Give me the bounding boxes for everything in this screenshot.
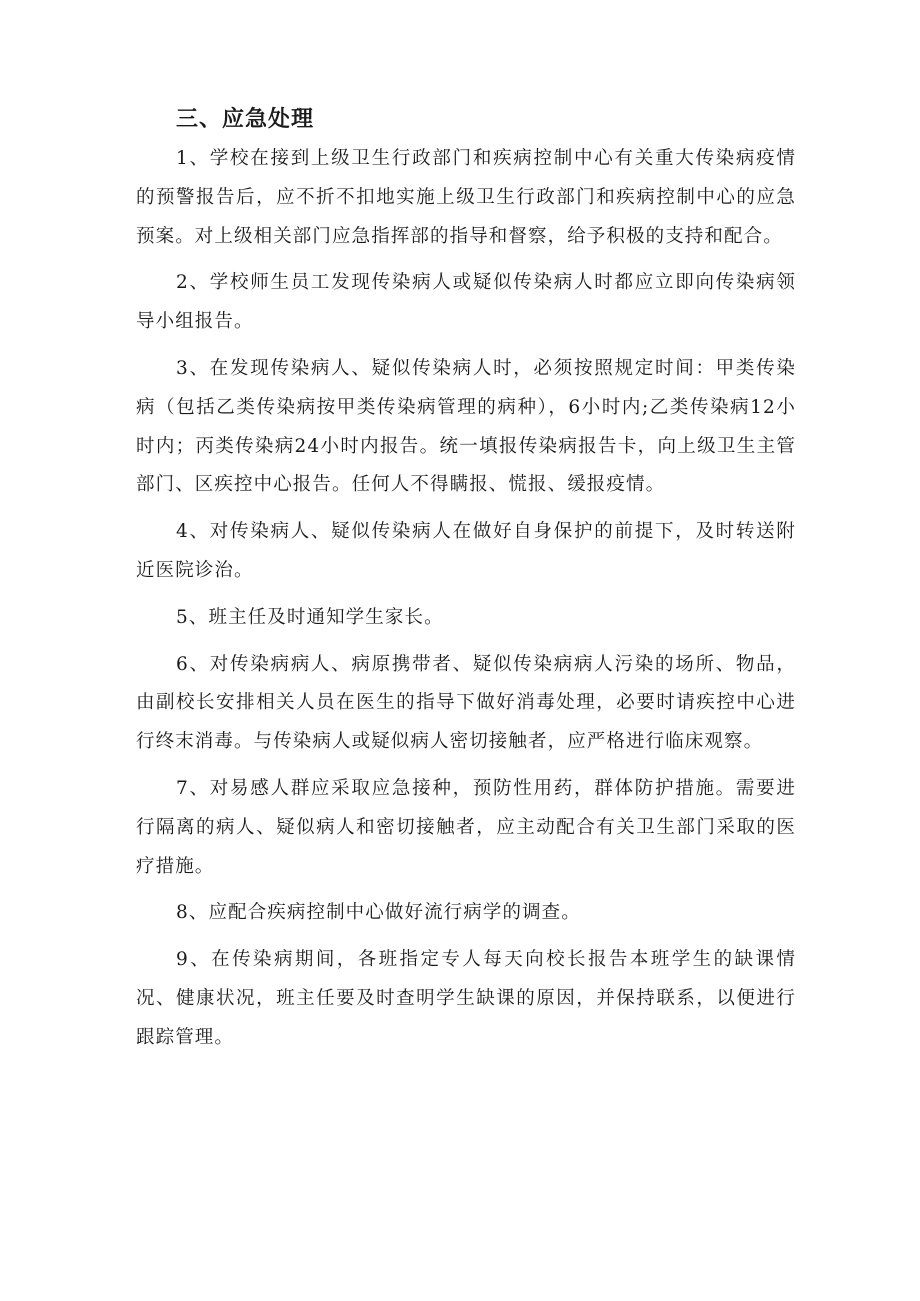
paragraph-2: 2、学校师生员工发现传染病人或疑似传染病人时都应立即向传染病领导小组报告。: [136, 272, 796, 333]
paragraph-8: 8、应配合疾病控制中心做好流行病学的调查。: [176, 902, 581, 924]
paragraph-4: 4、对传染病人、疑似传染病人在做好自身保护的前提下，及时转送附近医院诊治。: [136, 521, 796, 581]
paragraph-6: 6、对传染病病人、病原携带者、疑似传染病病人污染的场所、物品，由副校长安排相关人员在医生的指导下做好消毒处理，必要时请疾控中心进行终末消毒。与传染病人或疑似病人密切接触者，应严格进行临床观察。: [136, 653, 796, 753]
paragraph-9: 9、在传染病期间，各班指定专人每天向校长报告本班学生的缺课情况、健康状况，班主任要及时查明学生缺课的原因，并保持联系，以便进行跟踪管理。: [136, 949, 796, 1048]
paragraph-3: 3、在发现传染病人、疑似传染病人时，必须按照规定时间：甲类传染病（包括乙类传染病按甲类传染病管理的病种），6小时内;乙类传染病12小时内；丙类传染病24小时内报告。统一填报传染病报告卡，向上级卫生主管部门、区疾控中心报告。任何人不得瞒报、慌报、缓报疫情。: [136, 357, 796, 496]
paragraph-7: 7、对易感人群应采取应急接种，预防性用药，群体防护措施。需要进行隔离的病人、疑似病人和密切接触者，应主动配合有关卫生部门采取的医疗措施。: [136, 777, 796, 877]
paragraph-5: 5、班主任及时通知学生家长。: [176, 606, 444, 628]
paragraph-1: 1、学校在接到上级卫生行政部门和疾病控制中心有关重大传染病疫情的预警报告后，应不折不扣地实施上级卫生行政部门和疾病控制中心的应急预案。对上级相关部门应急指挥部的指导和督察，给予积极的支持和配合。: [136, 148, 796, 247]
section-heading: 三、应急处理: [176, 107, 315, 132]
document-page: [136, 100, 796, 1066]
